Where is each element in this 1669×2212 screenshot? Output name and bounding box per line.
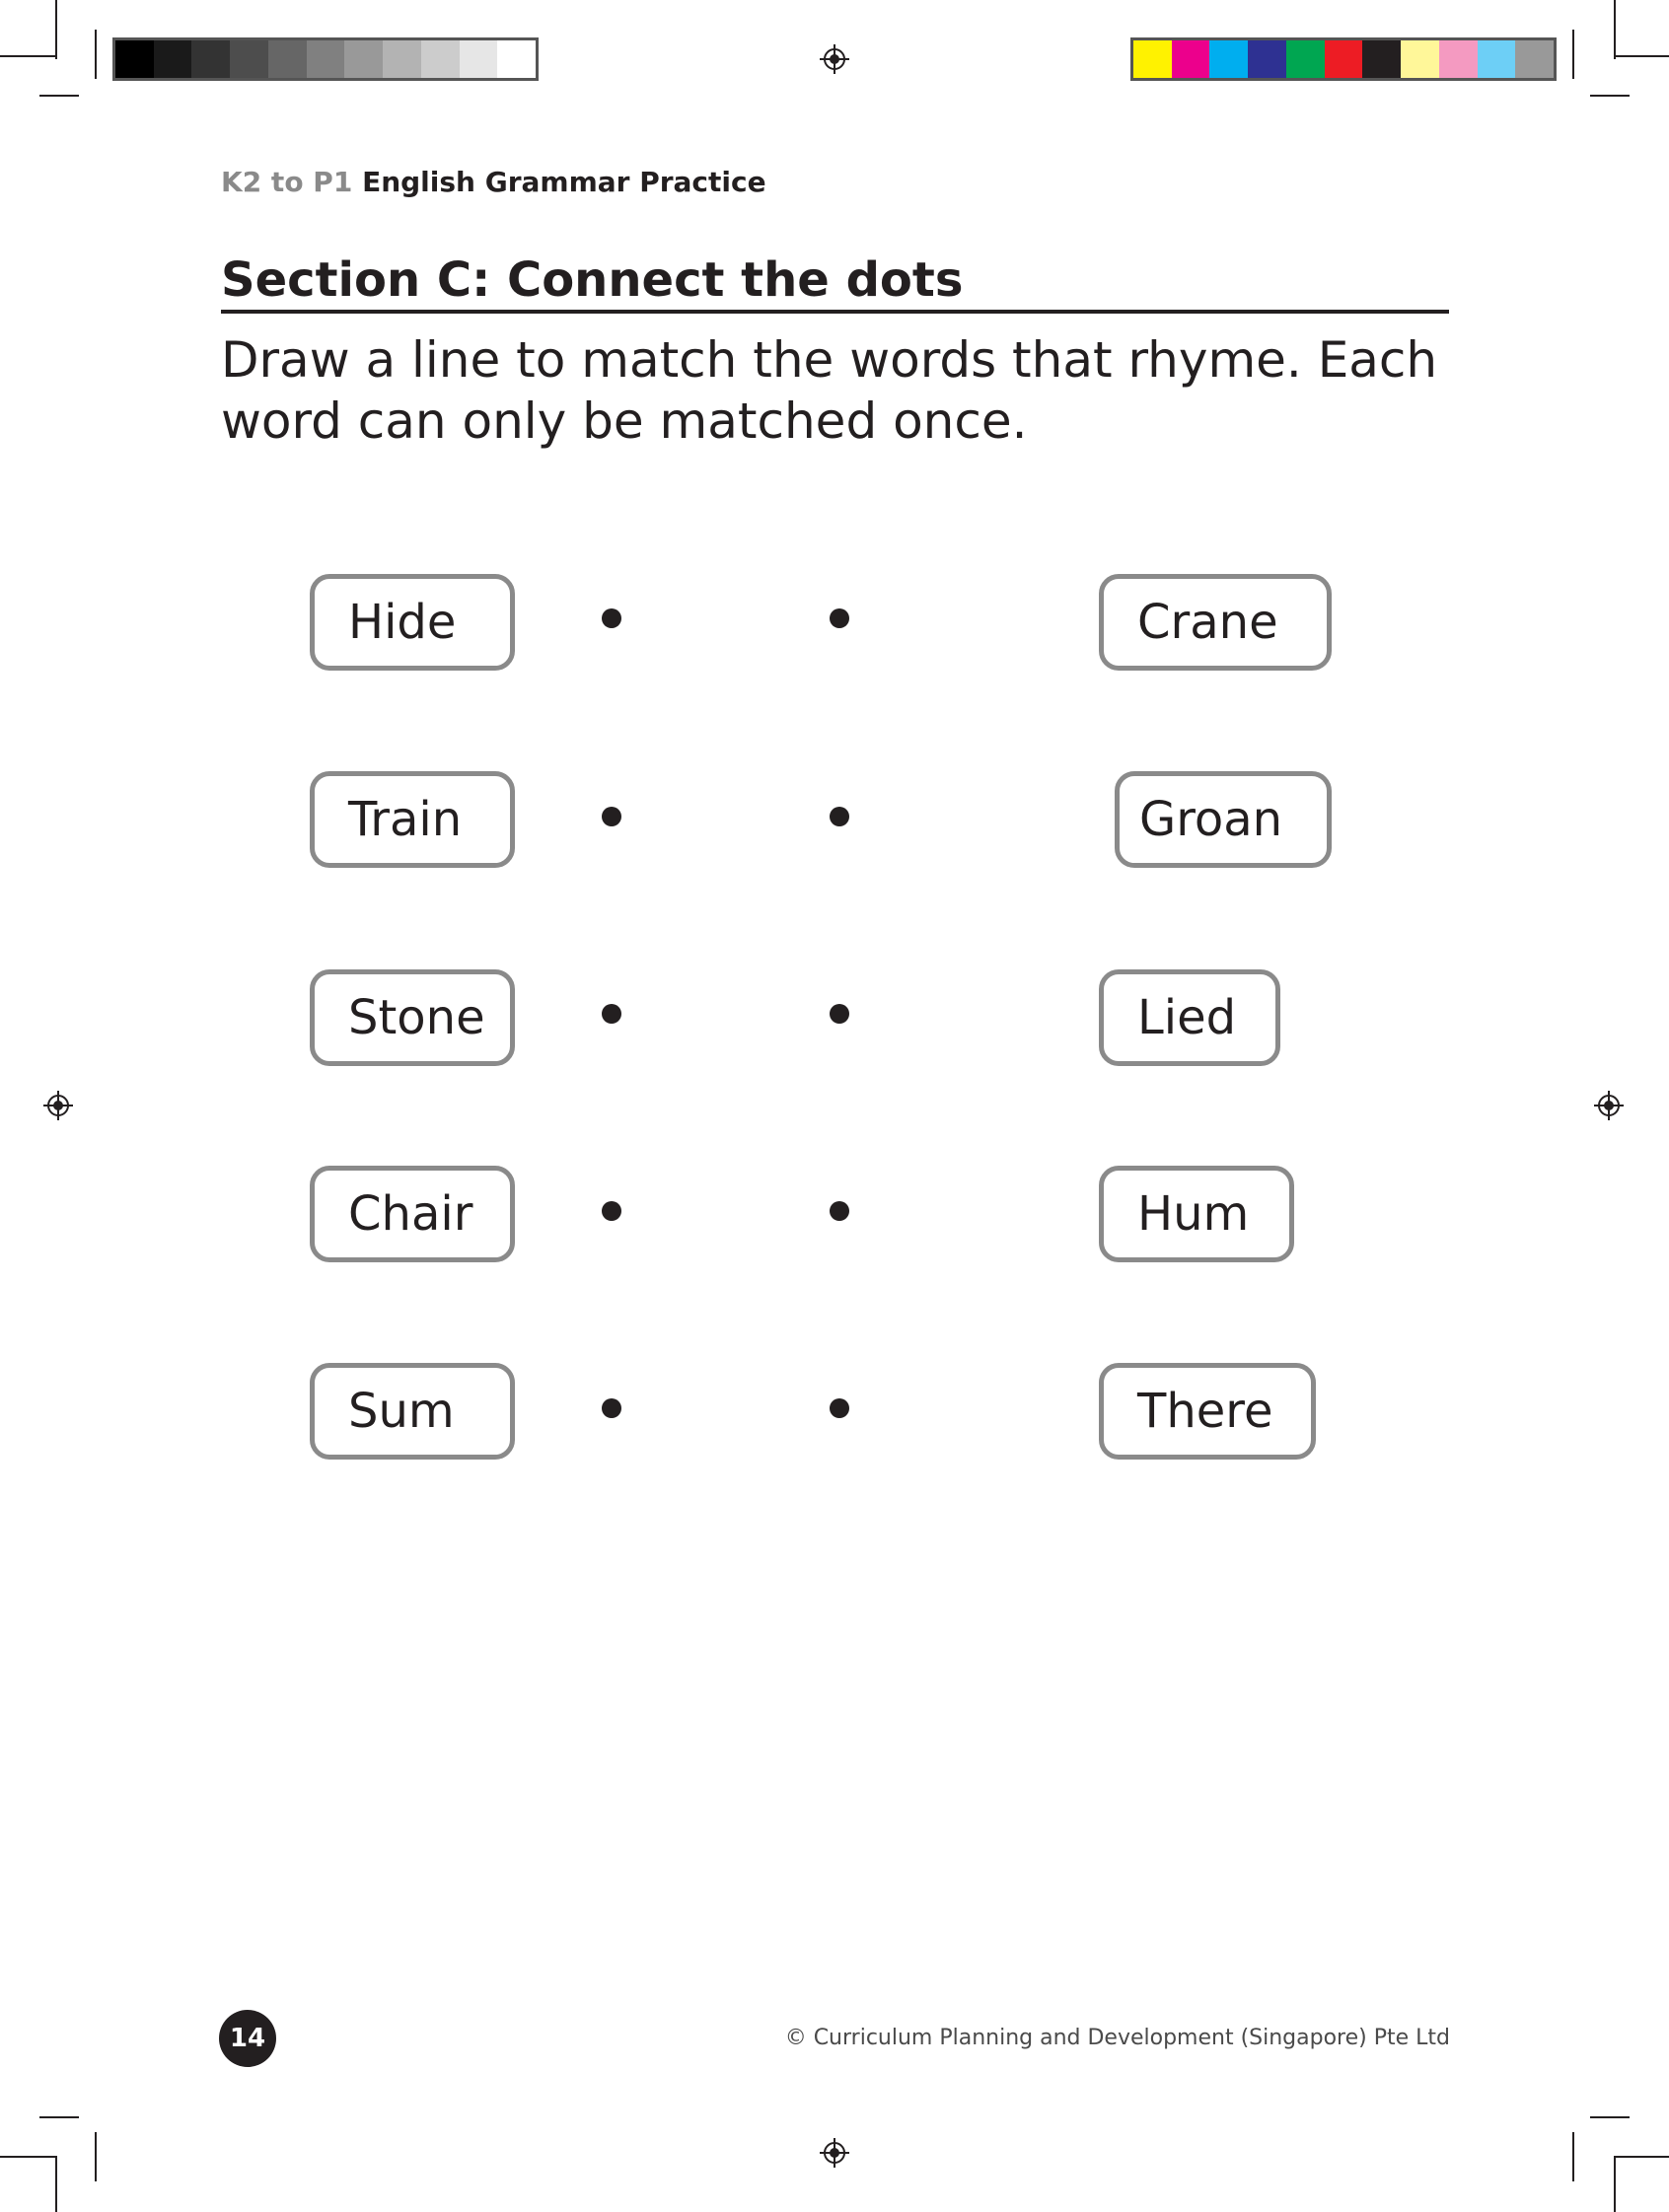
right-word-box: There (1099, 1363, 1316, 1460)
right-dot[interactable] (830, 807, 849, 826)
left-word-box: Train (310, 771, 515, 868)
left-dot[interactable] (602, 1398, 621, 1418)
registration-mark-icon (43, 1091, 73, 1120)
copyright: © Curriculum Planning and Development (Singapore) Pte Ltd (784, 2026, 1450, 2050)
left-dot[interactable] (602, 608, 621, 628)
color-swatch (1439, 40, 1478, 78)
color-swatch (1209, 40, 1248, 78)
color-swatch (1325, 40, 1363, 78)
grayscale-swatch (383, 40, 421, 78)
left-dot[interactable] (602, 1004, 621, 1024)
right-dot[interactable] (830, 1398, 849, 1418)
color-swatch (1133, 40, 1172, 78)
grayscale-swatch (460, 40, 498, 78)
running-head (221, 166, 766, 198)
grayscale-swatch (307, 40, 345, 78)
color-swatch (1515, 40, 1554, 78)
color-swatch (1172, 40, 1210, 78)
color-swatch (1248, 40, 1286, 78)
right-word-box: Groan (1115, 771, 1332, 868)
color-swatch (1478, 40, 1516, 78)
right-dot[interactable] (830, 1004, 849, 1024)
left-word-box: Sum (310, 1363, 515, 1460)
registration-mark-icon (1594, 1091, 1624, 1120)
grayscale-swatch (191, 40, 230, 78)
registration-mark-icon (820, 44, 849, 74)
book-title: English Grammar Practice (362, 166, 766, 198)
color-bar (1130, 37, 1557, 81)
grayscale-bar (112, 37, 539, 81)
left-word-box: Stone (310, 969, 515, 1066)
left-dot[interactable] (602, 1201, 621, 1221)
grayscale-swatch (421, 40, 460, 78)
grayscale-swatch (154, 40, 192, 78)
right-word-box: Hum (1099, 1166, 1294, 1262)
left-dot[interactable] (602, 807, 621, 826)
right-dot[interactable] (830, 608, 849, 628)
grayscale-swatch (115, 40, 154, 78)
right-word-box: Lied (1099, 969, 1280, 1066)
grayscale-swatch (497, 40, 536, 78)
grayscale-swatch (230, 40, 268, 78)
color-swatch (1401, 40, 1439, 78)
right-dot[interactable] (830, 1201, 849, 1221)
level-text: K2 to P1 (221, 166, 353, 198)
page-number: 14 (219, 2010, 276, 2067)
grayscale-swatch (268, 40, 307, 78)
title-underline (221, 310, 1449, 314)
registration-mark-icon (820, 2138, 849, 2168)
instructions: Draw a line to match the words that rhyme. Each word can only be matched once. (221, 331, 1438, 450)
left-word-box: Hide (310, 574, 515, 671)
color-swatch (1286, 40, 1325, 78)
color-swatch (1362, 40, 1401, 78)
right-word-box: Crane (1099, 574, 1332, 671)
grayscale-swatch (344, 40, 383, 78)
section-title: Section C: Connect the dots (221, 252, 964, 308)
left-word-box: Chair (310, 1166, 515, 1262)
